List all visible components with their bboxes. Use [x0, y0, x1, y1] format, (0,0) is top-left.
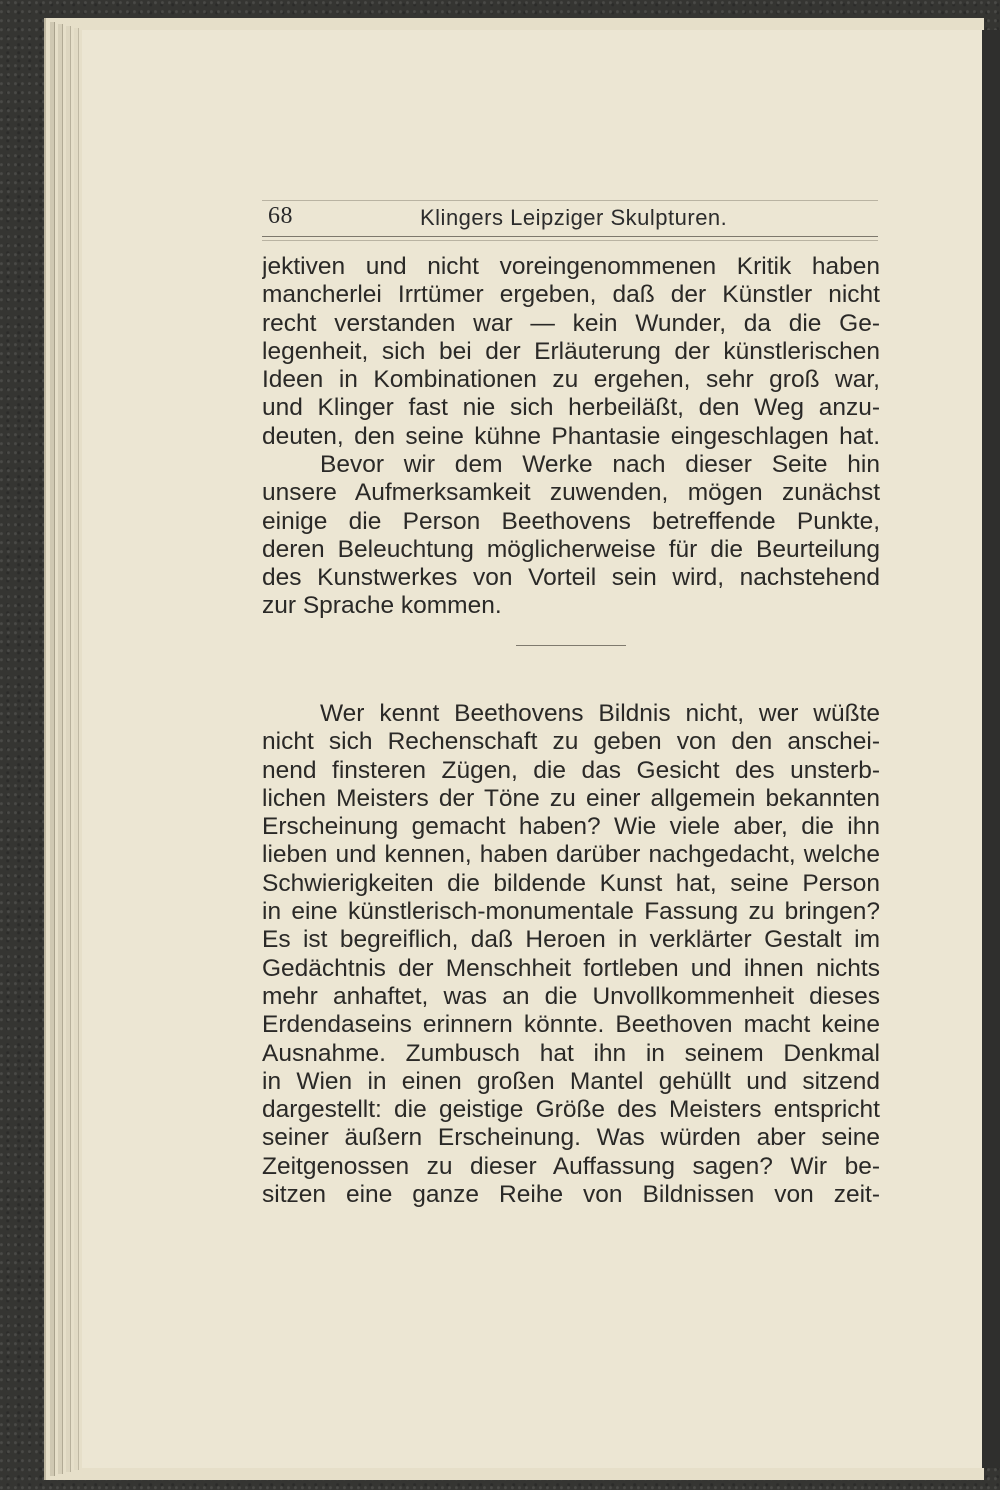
- page-number: 68: [268, 203, 293, 229]
- header-rule-top: [262, 200, 878, 201]
- text-line: recht verstanden war — kein Wunder, da die Ge-: [262, 309, 880, 337]
- text-line: jektiven und nicht voreingenommenen Kritik haben: [262, 253, 880, 280]
- paragraph-2: [262, 451, 880, 621]
- text-line: sitzen eine ganze Reihe von Bildnissen von zeit-: [262, 1181, 880, 1209]
- text-line: nicht sich Rechenschaft zu geben von den anschei-: [262, 728, 880, 756]
- page-leaf-edge: [66, 26, 71, 1472]
- text-line: deuten, den seine kühne Phantasie eingeschlagen hat.: [262, 422, 880, 450]
- text-line: unsere Aufmerksamkeit zuwenden, mögen zunächst: [262, 479, 880, 507]
- text-line: zur Sprache kommen.: [262, 592, 502, 620]
- text-line: dargestellt: die geistige Größe des Meisters entspricht: [262, 1096, 880, 1124]
- text-line: Es ist begreiflich, daß Heroen in verklärter Gestalt im: [262, 926, 880, 954]
- text-line: und Klinger fast nie sich herbeiläßt, den Weg anzu-: [262, 394, 880, 422]
- text-line: Schwierigkeiten die bildende Kunst hat, seine Person: [262, 869, 880, 897]
- text-line: Erscheinung gemacht haben? Wie viele aber, die ihn: [262, 813, 880, 841]
- text-line: Ausnahme. Zumbusch hat ihn in seinem Denkmal: [262, 1039, 880, 1067]
- text-line: lichen Meisters der Töne zu einer allgemein bekannten: [262, 784, 880, 812]
- text-line: mehr anhaftet, was an die Unvollkommenheit dieses: [262, 982, 880, 1010]
- page-leaf-edge: [74, 28, 79, 1470]
- text-line: Erdendaseins erinnern könnte. Beethoven macht keine: [262, 1011, 880, 1039]
- text-line: lieben und kennen, haben darüber nachgedacht, welche: [262, 841, 880, 869]
- text-line: deren Beleuchtung möglicherweise für die Beurteilung: [262, 535, 880, 563]
- text-line: nend finsteren Zügen, die das Gesicht des unsterb-: [262, 756, 880, 784]
- page-leaf-edge: [50, 22, 55, 1476]
- text-line: in eine künstlerisch-monumentale Fassung zu bringen?: [262, 898, 880, 926]
- section-divider: [516, 645, 626, 646]
- text-line: Gedächtnis der Menschheit fortleben und ihnen nichts: [262, 954, 880, 982]
- text-line: mancherlei Irrtümer ergeben, daß der Künstler nicht: [262, 281, 880, 309]
- text-line: Ideen in Kombinationen zu ergehen, sehr groß war,: [262, 366, 880, 394]
- text-line: Zeitgenossen zu dieser Auffassung sagen? Wir be-: [262, 1152, 880, 1180]
- paragraph-1: [262, 253, 880, 451]
- text-line: seiner äußern Erscheinung. Was würden aber seine: [262, 1124, 880, 1152]
- text-line: des Kunstwerkes von Vorteil sein wird, nachstehend: [262, 564, 880, 592]
- text-line: in Wien in einen großen Mantel gehüllt und sitzend: [262, 1067, 880, 1095]
- text-line: legenheit, sich bei der Erläuterung der künstlerischen: [262, 337, 880, 365]
- text-line: einige die Person Beethovens betreffende Punkte,: [262, 507, 880, 535]
- text-line: Bevor wir dem Werke nach dieser Seite hin: [320, 451, 880, 478]
- page-leaf-edge: [58, 24, 63, 1474]
- running-head: Klingers Leipziger Skulpturen.: [420, 205, 728, 230]
- text-line: Wer kennt Beethovens Bildnis nicht, wer wüßte: [320, 700, 880, 727]
- cover-right-edge: [982, 30, 1000, 1468]
- paragraph-3: [262, 700, 880, 1209]
- header-rule-bottom: [262, 236, 878, 241]
